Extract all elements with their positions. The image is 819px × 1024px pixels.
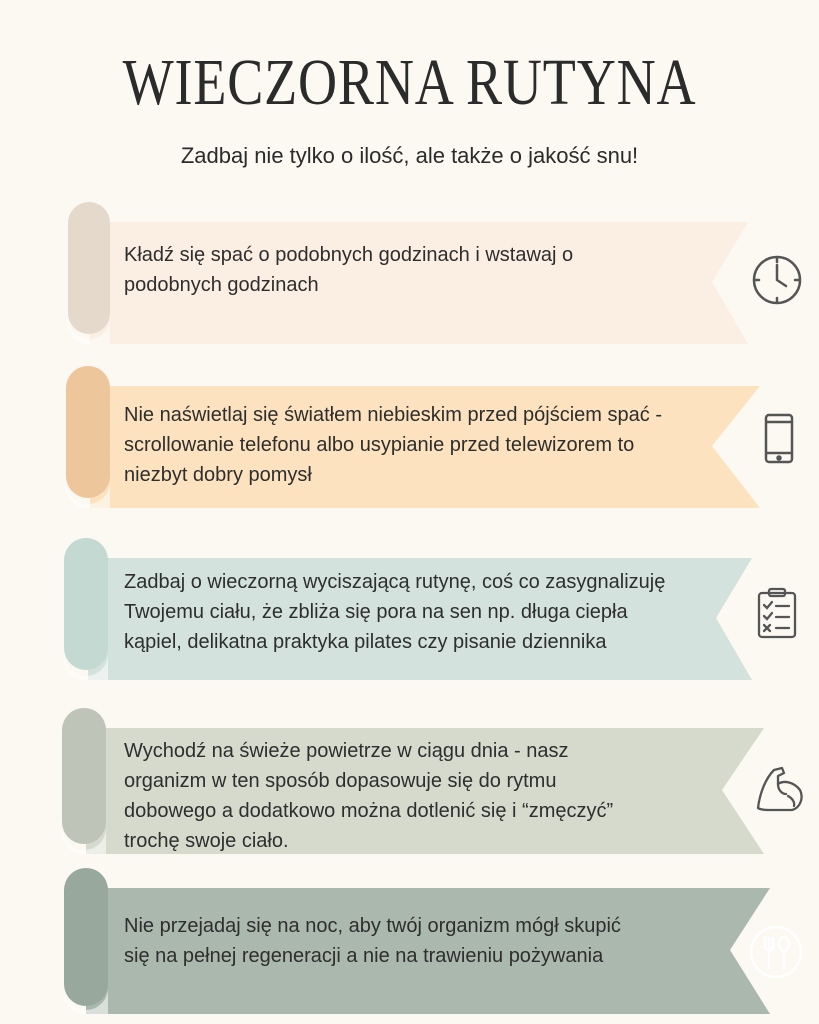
- page-subtitle: Zadbaj nie tylko o ilość, ale także o jakość snu!: [180, 143, 639, 168]
- ribbon-roll: [64, 868, 108, 1006]
- tip-text: Kładź się spać o podobnych godzinach i wstawaj o podobnych godzinach: [124, 244, 574, 296]
- ribbon-roll: [64, 538, 108, 670]
- tip-text: Wychodź na świeże powietrze w ciągu dnia - nasz organizm w ten sposób dopasowuje się do rytmu dobowego a dodatkowo można dotlenić się i “zmęczyć” trochę swoje ciało.: [124, 740, 614, 852]
- tip-text: Nie naświetlaj się światłem niebieskim przed pójściem spać - scrollowanie telefonu albo usypianie przed telewizorem to niezbyt dobry pomysł: [124, 404, 662, 486]
- muscle-arm-icon: [752, 762, 808, 818]
- phone-icon: [751, 411, 807, 467]
- tip-item-4: [0, 708, 819, 858]
- tip-text: Nie przejadaj się na noc, aby twój organizm mógł skupić się na pełnej regeneracji a nie na trawieniu pożywania: [124, 915, 621, 967]
- ribbon-roll: [66, 366, 110, 498]
- fork-spoon-icon: [748, 924, 804, 980]
- checklist-icon: [749, 585, 805, 641]
- ribbon-roll: [68, 202, 110, 334]
- tip-text: Zadbaj o wieczorną wyciszającą rutynę, coś co zasygnalizuję Twojemu ciału, że zbliża się pora na sen np. długa ciepła kąpiel, delikatna praktyka pilates czy pisanie dziennika: [124, 571, 666, 653]
- ribbon-roll: [62, 708, 106, 844]
- tip-item-5: [0, 868, 819, 1018]
- clock-icon: [749, 252, 805, 308]
- tip-item-1: [0, 202, 819, 347]
- tip-item-2: [0, 366, 819, 511]
- page-title: WIECZORNA RUTYNA: [122, 46, 697, 119]
- tip-item-3: [0, 538, 819, 683]
